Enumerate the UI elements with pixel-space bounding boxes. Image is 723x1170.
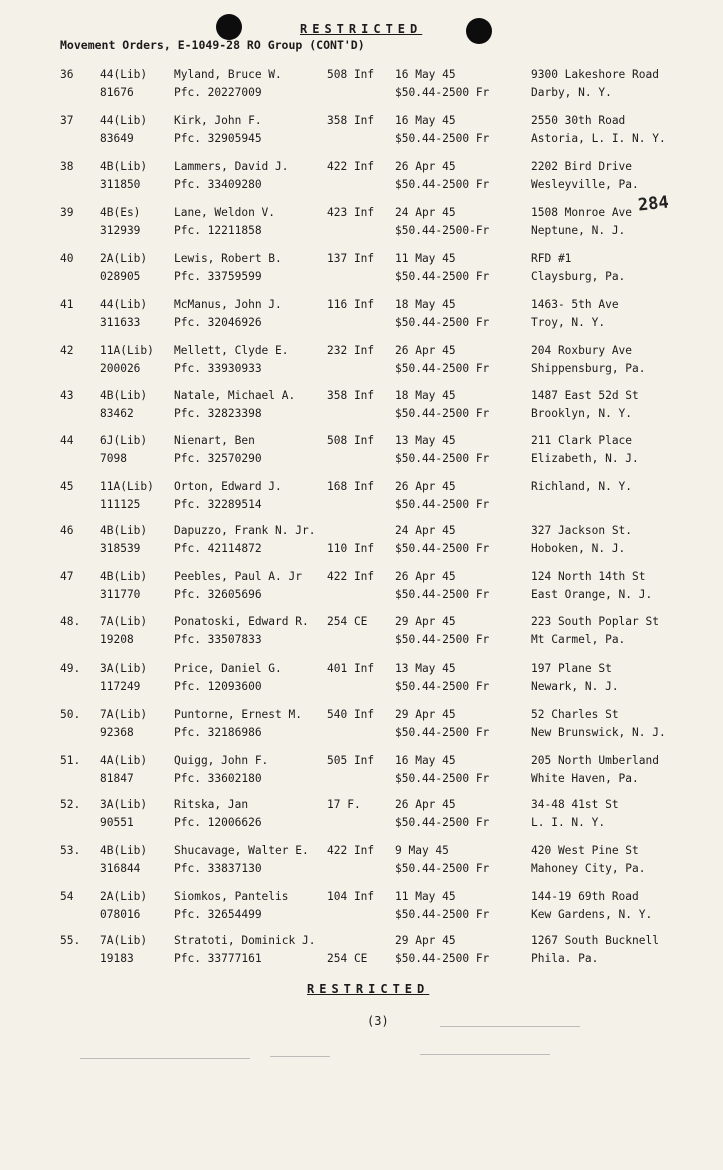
punch-hole xyxy=(216,14,242,40)
entry-rank-serial: Pfc. 33930933 xyxy=(174,362,262,375)
roster-entry xyxy=(0,204,723,248)
entry-rank: 7A(Lib) xyxy=(100,708,148,721)
entry-address-line1: RFD #1 xyxy=(531,252,572,265)
roster-entry xyxy=(0,112,723,156)
entry-number: 54 xyxy=(60,890,74,903)
entry-serial: 7098 xyxy=(100,452,127,465)
entry-address-line1: 144-19 69th Road xyxy=(531,890,639,903)
roster-entry xyxy=(0,250,723,294)
entry-pay: $50.44-2500-Fr xyxy=(395,224,490,237)
entry-rank-serial: Pfc. 20227009 xyxy=(174,86,262,99)
entry-address-line1: 211 Clark Place xyxy=(531,434,633,447)
entry-rank: 11A(Lib) xyxy=(100,480,154,493)
entry-rank-serial: Pfc. 33507833 xyxy=(174,633,262,646)
entry-number: 44 xyxy=(60,434,74,447)
entry-rank-serial: Pfc. 32823398 xyxy=(174,407,262,420)
entry-unit: 422 Inf xyxy=(327,160,375,173)
entry-date: 11 May 45 xyxy=(395,890,456,903)
entry-serial: 83462 xyxy=(100,407,134,420)
roster-entry xyxy=(0,387,723,431)
entry-address-line2: Troy, N. Y. xyxy=(531,316,606,329)
entry-date: 18 May 45 xyxy=(395,389,456,402)
entry-serial: 19183 xyxy=(100,952,134,965)
entry-unit: 505 Inf xyxy=(327,754,375,767)
entry-address-line2: Phila. Pa. xyxy=(531,952,599,965)
entry-name: Quigg, John F. xyxy=(174,754,269,767)
entry-date: 26 Apr 45 xyxy=(395,160,456,173)
entry-serial: 111125 xyxy=(100,498,141,511)
entry-name: McManus, John J. xyxy=(174,298,282,311)
entry-address-line2: Hoboken, N. J. xyxy=(531,542,626,555)
entry-rank: 44(Lib) xyxy=(100,68,148,81)
entry-date: 29 Apr 45 xyxy=(395,934,456,947)
entry-rank: 3A(Lib) xyxy=(100,798,148,811)
entry-unit: 137 Inf xyxy=(327,252,375,265)
entry-address-line2: Claysburg, Pa. xyxy=(531,270,626,283)
entry-name: Lane, Weldon V. xyxy=(174,206,276,219)
entry-name: Lewis, Robert B. xyxy=(174,252,282,265)
entry-pay: $50.44-2500 Fr xyxy=(395,270,490,283)
entry-address-line2: Astoria, L. I. N. Y. xyxy=(531,132,666,145)
entry-name: Orton, Edward J. xyxy=(174,480,282,493)
entry-address-line2: Elizabeth, N. J. xyxy=(531,452,639,465)
entry-unit: 540 Inf xyxy=(327,708,375,721)
classification-footer: RESTRICTED xyxy=(307,982,430,996)
entry-address-line1: 420 West Pine St xyxy=(531,844,639,857)
entry-pay: $50.44-2500 Fr xyxy=(395,86,490,99)
entry-name: Kirk, John F. xyxy=(174,114,262,127)
faint-mark xyxy=(420,1054,550,1055)
entry-date: 18 May 45 xyxy=(395,298,456,311)
entry-pay: $50.44-2500 Fr xyxy=(395,772,490,785)
entry-rank: 4A(Lib) xyxy=(100,754,148,767)
entry-name: Ponatoski, Edward R. xyxy=(174,615,309,628)
entry-address-line1: 2202 Bird Drive xyxy=(531,160,633,173)
entry-number: 49. xyxy=(60,662,81,675)
entry-unit: 508 Inf xyxy=(327,68,375,81)
entry-address-line2: Mt Carmel, Pa. xyxy=(531,633,626,646)
entry-serial: 81676 xyxy=(100,86,134,99)
entry-rank-serial: Pfc. 32654499 xyxy=(174,908,262,921)
entry-rank: 4B(Es) xyxy=(100,206,141,219)
punch-hole xyxy=(466,18,492,44)
entry-pay: $50.44-2500 Fr xyxy=(395,680,490,693)
entry-pay: $50.44-2500 Fr xyxy=(395,452,490,465)
entry-rank: 7A(Lib) xyxy=(100,934,148,947)
entry-rank-serial: Pfc. 33777161 xyxy=(174,952,262,965)
entry-date: 26 Apr 45 xyxy=(395,344,456,357)
entry-address-line1: 1508 Monroe Ave xyxy=(531,206,633,219)
entry-date: 26 Apr 45 xyxy=(395,570,456,583)
roster-entry xyxy=(0,296,723,340)
entry-rank: 4B(Lib) xyxy=(100,389,148,402)
entry-name: Mellett, Clyde E. xyxy=(174,344,289,357)
document-title: Movement Orders, E-1049-28 RO Group (CONT'D) xyxy=(60,38,365,52)
entry-date: 26 Apr 45 xyxy=(395,798,456,811)
entry-rank: 7A(Lib) xyxy=(100,615,148,628)
entry-date: 13 May 45 xyxy=(395,662,456,675)
entry-address-line1: 1487 East 52d St xyxy=(531,389,639,402)
entry-number: 42 xyxy=(60,344,74,357)
faint-mark xyxy=(80,1058,250,1059)
entry-address-line2: East Orange, N. J. xyxy=(531,588,653,601)
entry-rank: 4B(Lib) xyxy=(100,844,148,857)
entry-rank: 3A(Lib) xyxy=(100,662,148,675)
entry-serial: 311850 xyxy=(100,178,141,191)
entry-serial: 81847 xyxy=(100,772,134,785)
entry-serial: 028905 xyxy=(100,270,141,283)
entry-pay: $50.44-2500 Fr xyxy=(395,498,490,511)
entry-address-line1: 197 Plane St xyxy=(531,662,612,675)
entry-address-line1: 1267 South Bucknell xyxy=(531,934,659,947)
entry-unit: 168 Inf xyxy=(327,480,375,493)
entry-pay: $50.44-2500 Fr xyxy=(395,542,490,555)
entry-name: Peebles, Paul A. Jr xyxy=(174,570,302,583)
entry-pay: $50.44-2500 Fr xyxy=(395,862,490,875)
entry-rank: 44(Lib) xyxy=(100,298,148,311)
entry-pay: $50.44-2500 Fr xyxy=(395,362,490,375)
entry-pay: $50.44-2500 Fr xyxy=(395,316,490,329)
entry-name: Shucavage, Walter E. xyxy=(174,844,309,857)
entry-address-line1: 205 North Umberland xyxy=(531,754,659,767)
entry-rank-serial: Pfc. 12211858 xyxy=(174,224,262,237)
entry-serial: 92368 xyxy=(100,726,134,739)
entry-rank: 2A(Lib) xyxy=(100,252,148,265)
entry-date: 29 Apr 45 xyxy=(395,615,456,628)
entry-name: Nienart, Ben xyxy=(174,434,255,447)
entry-pay: $50.44-2500 Fr xyxy=(395,908,490,921)
entry-address-line1: 1463- 5th Ave xyxy=(531,298,619,311)
entry-rank: 2A(Lib) xyxy=(100,890,148,903)
entry-number: 52. xyxy=(60,798,81,811)
entry-date: 16 May 45 xyxy=(395,68,456,81)
entry-unit: 358 Inf xyxy=(327,114,375,127)
faint-mark xyxy=(440,1026,580,1027)
roster-entry xyxy=(0,842,723,886)
entry-serial: 200026 xyxy=(100,362,141,375)
roster-entry xyxy=(0,706,723,750)
entry-pay: $50.44-2500 Fr xyxy=(395,588,490,601)
entry-number: 36 xyxy=(60,68,74,81)
entry-unit: 508 Inf xyxy=(327,434,375,447)
entry-name: Natale, Michael A. xyxy=(174,389,296,402)
entry-rank: 4B(Lib) xyxy=(100,570,148,583)
entry-date: 11 May 45 xyxy=(395,252,456,265)
roster-entry xyxy=(0,158,723,202)
entry-pay: $50.44-2500 Fr xyxy=(395,952,490,965)
entry-date: 26 Apr 45 xyxy=(395,480,456,493)
entry-rank-serial: Pfc. 12006626 xyxy=(174,816,262,829)
roster-entry xyxy=(0,568,723,612)
entry-date: 24 Apr 45 xyxy=(395,524,456,537)
entry-unit: 232 Inf xyxy=(327,344,375,357)
entry-unit: 401 Inf xyxy=(327,662,375,675)
entry-date: 13 May 45 xyxy=(395,434,456,447)
entry-number: 50. xyxy=(60,708,81,721)
entry-pay: $50.44-2500 Fr xyxy=(395,726,490,739)
entry-address-line1: 223 South Poplar St xyxy=(531,615,659,628)
entry-rank-serial: Pfc. 33409280 xyxy=(174,178,262,191)
entry-pay: $50.44-2500 Fr xyxy=(395,633,490,646)
entry-rank-serial: Pfc. 33837130 xyxy=(174,862,262,875)
entry-address-line1: 204 Roxbury Ave xyxy=(531,344,633,357)
entry-rank-serial: Pfc. 32570290 xyxy=(174,452,262,465)
entry-unit: 254 CE xyxy=(327,615,368,628)
entry-rank: 4B(Lib) xyxy=(100,524,148,537)
entry-number: 53. xyxy=(60,844,81,857)
entry-address-line2: Mahoney City, Pa. xyxy=(531,862,646,875)
roster-entry xyxy=(0,432,723,476)
entry-address-line1: 52 Charles St xyxy=(531,708,619,721)
entry-number: 40 xyxy=(60,252,74,265)
entry-address-line2: Shippensburg, Pa. xyxy=(531,362,646,375)
entry-number: 37 xyxy=(60,114,74,127)
entry-date: 16 May 45 xyxy=(395,114,456,127)
entry-address-line2: Darby, N. Y. xyxy=(531,86,612,99)
entry-number: 45 xyxy=(60,480,74,493)
classification-header: RESTRICTED xyxy=(300,22,423,36)
page-stamp-number: 284 xyxy=(637,192,670,216)
entry-rank: 4B(Lib) xyxy=(100,160,148,173)
entry-rank: 44(Lib) xyxy=(100,114,148,127)
entry-rank-serial: Pfc. 12093600 xyxy=(174,680,262,693)
entry-date: 16 May 45 xyxy=(395,754,456,767)
entry-address-line1: 2550 30th Road xyxy=(531,114,626,127)
entry-number: 43 xyxy=(60,389,74,402)
entry-name: Dapuzzo, Frank N. Jr. xyxy=(174,524,316,537)
roster-entry xyxy=(0,752,723,796)
roster-entry xyxy=(0,660,723,704)
entry-pay: $50.44-2500 Fr xyxy=(395,816,490,829)
entry-rank: 11A(Lib) xyxy=(100,344,154,357)
entry-name: Ritska, Jan xyxy=(174,798,249,811)
entry-address-line2: New Brunswick, N. J. xyxy=(531,726,666,739)
entry-unit: 254 CE xyxy=(327,952,368,965)
entry-name: Stratoti, Dominick J. xyxy=(174,934,316,947)
entry-address-line1: 124 North 14th St xyxy=(531,570,646,583)
entry-rank-serial: Pfc. 42114872 xyxy=(174,542,262,555)
entry-address-line2: Wesleyville, Pa. xyxy=(531,178,639,191)
entry-unit: 104 Inf xyxy=(327,890,375,903)
entry-number: 55. xyxy=(60,934,81,947)
entry-serial: 83649 xyxy=(100,132,134,145)
entry-address-line1: Richland, N. Y. xyxy=(531,480,633,493)
entry-serial: 90551 xyxy=(100,816,134,829)
entry-name: Lammers, David J. xyxy=(174,160,289,173)
entry-rank-serial: Pfc. 32605696 xyxy=(174,588,262,601)
entry-unit: 423 Inf xyxy=(327,206,375,219)
roster-entry xyxy=(0,888,723,932)
roster-entry xyxy=(0,522,723,566)
entry-rank: 6J(Lib) xyxy=(100,434,148,447)
entry-pay: $50.44-2500 Fr xyxy=(395,407,490,420)
entry-serial: 117249 xyxy=(100,680,141,693)
entry-address-line2: Neptune, N. J. xyxy=(531,224,626,237)
entry-serial: 318539 xyxy=(100,542,141,555)
entry-unit: 116 Inf xyxy=(327,298,375,311)
entry-name: Siomkos, Pantelis xyxy=(174,890,289,903)
entry-rank-serial: Pfc. 33759599 xyxy=(174,270,262,283)
roster-entry xyxy=(0,796,723,840)
entry-address-line2: Kew Gardens, N. Y. xyxy=(531,908,653,921)
entry-number: 48. xyxy=(60,615,81,628)
entry-serial: 316844 xyxy=(100,862,141,875)
entry-number: 51. xyxy=(60,754,81,767)
entry-rank-serial: Pfc. 32289514 xyxy=(174,498,262,511)
roster-entry xyxy=(0,932,723,976)
entry-number: 39 xyxy=(60,206,74,219)
entry-rank-serial: Pfc. 32905945 xyxy=(174,132,262,145)
entry-date: 29 Apr 45 xyxy=(395,708,456,721)
entry-number: 46 xyxy=(60,524,74,537)
entry-address-line2: White Haven, Pa. xyxy=(531,772,639,785)
entry-address-line2: Brooklyn, N. Y. xyxy=(531,407,633,420)
entry-unit: 110 Inf xyxy=(327,542,375,555)
entry-name: Price, Daniel G. xyxy=(174,662,282,675)
entry-pay: $50.44-2500 Fr xyxy=(395,132,490,145)
entry-date: 9 May 45 xyxy=(395,844,449,857)
entry-address-line2: Newark, N. J. xyxy=(531,680,619,693)
entry-address-line2: L. I. N. Y. xyxy=(531,816,606,829)
entry-serial: 312939 xyxy=(100,224,141,237)
entry-rank-serial: Pfc. 32186986 xyxy=(174,726,262,739)
entry-unit: 422 Inf xyxy=(327,570,375,583)
entry-number: 47 xyxy=(60,570,74,583)
entry-pay: $50.44-2500 Fr xyxy=(395,178,490,191)
roster-entry xyxy=(0,66,723,110)
entry-rank-serial: Pfc. 32046926 xyxy=(174,316,262,329)
roster-entry xyxy=(0,478,723,522)
entry-serial: 311770 xyxy=(100,588,141,601)
entry-number: 41 xyxy=(60,298,74,311)
entry-serial: 311633 xyxy=(100,316,141,329)
entry-date: 24 Apr 45 xyxy=(395,206,456,219)
entry-number: 38 xyxy=(60,160,74,173)
entry-serial: 078016 xyxy=(100,908,141,921)
entry-unit: 422 Inf xyxy=(327,844,375,857)
roster-entry xyxy=(0,342,723,386)
entry-rank-serial: Pfc. 33602180 xyxy=(174,772,262,785)
entry-name: Myland, Bruce W. xyxy=(174,68,282,81)
entry-unit: 358 Inf xyxy=(327,389,375,402)
entry-address-line1: 34-48 41st St xyxy=(531,798,619,811)
page-number: (3) xyxy=(367,1014,389,1028)
entry-name: Puntorne, Ernest M. xyxy=(174,708,302,721)
entry-unit: 17 F. xyxy=(327,798,361,811)
roster-entry xyxy=(0,613,723,657)
entry-address-line1: 327 Jackson St. xyxy=(531,524,633,537)
entry-serial: 19208 xyxy=(100,633,134,646)
faint-mark xyxy=(270,1056,330,1057)
entry-address-line1: 9300 Lakeshore Road xyxy=(531,68,659,81)
